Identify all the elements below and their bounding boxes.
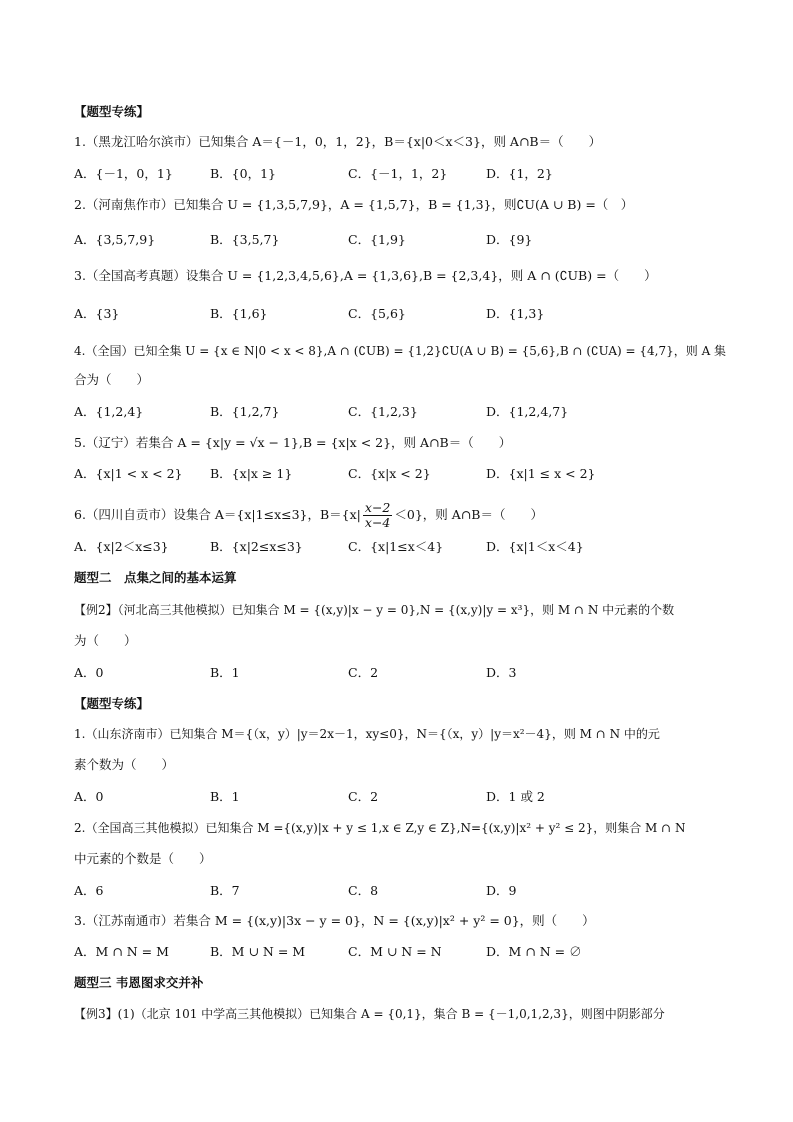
q2-option-a: A．{3,5,7,9} (74, 232, 156, 247)
section-3-title: 题型三 韦恩图求交并补 (74, 975, 204, 990)
practice-2-stem-line1: 2.（全国高三其他模拟）已知集合 M ={(x,y)|x + y ≤ 1,x ∈ Z,y ∈ Z},N={(x,y)|x² + y² ≤ 2}，则集合 M ∩ N (74, 821, 686, 835)
question-2-stem: 2.（河南焦作市）已知集合 U = {1,3,5,7,9}，A = {1,5,7}，B = {1,3}，则∁U(A ∪ B) =（ ） (74, 197, 634, 212)
p3-option-b: B．M ∪ N = M (210, 944, 306, 959)
p3-option-a: A．M ∩ N = M (74, 944, 169, 959)
question-6-stem (74, 499, 543, 533)
practice-header-2: 【题型专练】 (74, 696, 150, 711)
q1-option-c: C．{－1，1，2} (348, 166, 448, 181)
practice-1-stem-line2: 素个数为（ ） (74, 757, 175, 772)
q6-fraction-denominator: x−4 (364, 515, 391, 530)
practice-header-1: 【题型专练】 (74, 104, 150, 119)
example-2-stem-line2: 为（ ） (74, 633, 137, 648)
q6-fraction-numerator: x−2 (364, 500, 391, 515)
practice-3-stem: 3.（江苏南通市）若集合 M = {(x,y)|3x − y = 0}，N = {(x,y)|x² + y² = 0}，则（ ） (74, 913, 595, 928)
q6-stem-end: ＜0}，则 A∩B＝（ ） (394, 507, 543, 522)
q1-option-a: A．{－1，0，1} (74, 166, 173, 181)
p3-option-c: C．M ∪ N = N (348, 944, 442, 959)
q4-option-a: A．{1,2,4} (74, 404, 144, 419)
question-3-stem: 3.（全国高考真题）设集合 U = {1,2,3,4,5,6},A = {1,3,6},B = {2,3,4}，则 A ∩ (∁UB) =（ ） (74, 268, 657, 283)
q6-option-c: C．{x|1≤x＜4} (348, 539, 444, 554)
ex2-option-a: A．0 (74, 665, 104, 680)
q5-option-c: C．{x|x < 2} (348, 466, 431, 481)
question-1-stem: 1.（黑龙江哈尔滨市）已知集合 A＝{－1，0，1，2}，B＝{x|0＜x＜3}，则 A∩B＝（ ） (74, 134, 602, 149)
q1-option-d: D．{1，2} (486, 166, 553, 181)
practice-2-stem-line2: 中元素的个数是（ ） (74, 851, 212, 866)
q6-option-b: B．{x|2≤x≤3} (210, 539, 303, 554)
q3-option-d: D．{1,3} (486, 306, 545, 321)
q1-option-b: B．{0，1} (210, 166, 276, 181)
q5-option-a: A．{x|1 < x < 2} (74, 466, 183, 481)
q2-option-d: D．{9} (486, 232, 533, 247)
question-4-stem-line1: 4.（全国）已知全集 U = {x ∈ N|0 < x < 8},A ∩ (∁UB) = {1,2}∁U(A ∪ B) = {5,6},B ∩ (∁UA) = {4,7}，则 A 集 (74, 344, 727, 358)
q6-fraction (363, 501, 392, 530)
q4-option-b: B．{1,2,7} (210, 404, 280, 419)
example-2-stem-line1: 【例2】（河北高三其他模拟）已知集合 M = {(x,y)|x − y = 0},N = {(x,y)|y = x³}，则 M ∩ N 中元素的个数 (74, 603, 675, 617)
q6-option-d: D．{x|1＜x＜4} (486, 539, 584, 554)
q6-stem-start: 6.（四川自贡市）设集合 A＝{x|1≤x≤3}，B＝{x| (74, 507, 361, 522)
q4-option-c: C．{1,2,3} (348, 404, 418, 419)
q2-option-c: C．{1,9} (348, 232, 406, 247)
p2-option-c: C．8 (348, 883, 379, 898)
p2-option-a: A．6 (74, 883, 104, 898)
p1-option-d: D．1 或 2 (486, 789, 545, 804)
p2-option-d: D．9 (486, 883, 517, 898)
p2-option-b: B．7 (210, 883, 240, 898)
q3-option-c: C．{5,6} (348, 306, 406, 321)
ex2-option-d: D．3 (486, 665, 517, 680)
section-2-title: 题型二 点集之间的基本运算 (74, 570, 237, 585)
q6-option-a: A．{x|2＜x≤3} (74, 539, 169, 554)
practice-1-stem-line1: 1.（山东济南市）已知集合 M＝{（x，y）|y＝2x－1，xy≤0}，N＝{（x，y）|y＝x²－4}，则 M ∩ N 中的元 (74, 727, 660, 741)
q3-option-a: A．{3} (74, 306, 120, 321)
question-5-stem: 5.（辽宁）若集合 A = {x|y = √x − 1},B = {x|x < 2}，则 A∩B＝（ ） (74, 435, 512, 450)
p1-option-b: B．1 (210, 789, 240, 804)
example-3-stem: 【例3】(1)（北京 101 中学高三其他模拟）已知集合 A = {0,1}，集合 B = {－1,0,1,2,3}，则图中阴影部分 (74, 1007, 665, 1021)
p1-option-c: C．2 (348, 789, 379, 804)
q4-option-d: D．{1,2,4,7} (486, 404, 569, 419)
q5-option-d: D．{x|1 ≤ x < 2} (486, 466, 596, 481)
question-4-stem-line2: 合为（ ） (74, 372, 150, 387)
q3-option-b: B．{1,6} (210, 306, 268, 321)
p3-option-d: D．M ∩ N = ∅ (486, 944, 582, 959)
ex2-option-c: C．2 (348, 665, 379, 680)
p1-option-a: A．0 (74, 789, 104, 804)
q2-option-b: B．{3,5,7} (210, 232, 280, 247)
q5-option-b: B．{x|x ≥ 1} (210, 466, 293, 481)
ex2-option-b: B．1 (210, 665, 240, 680)
